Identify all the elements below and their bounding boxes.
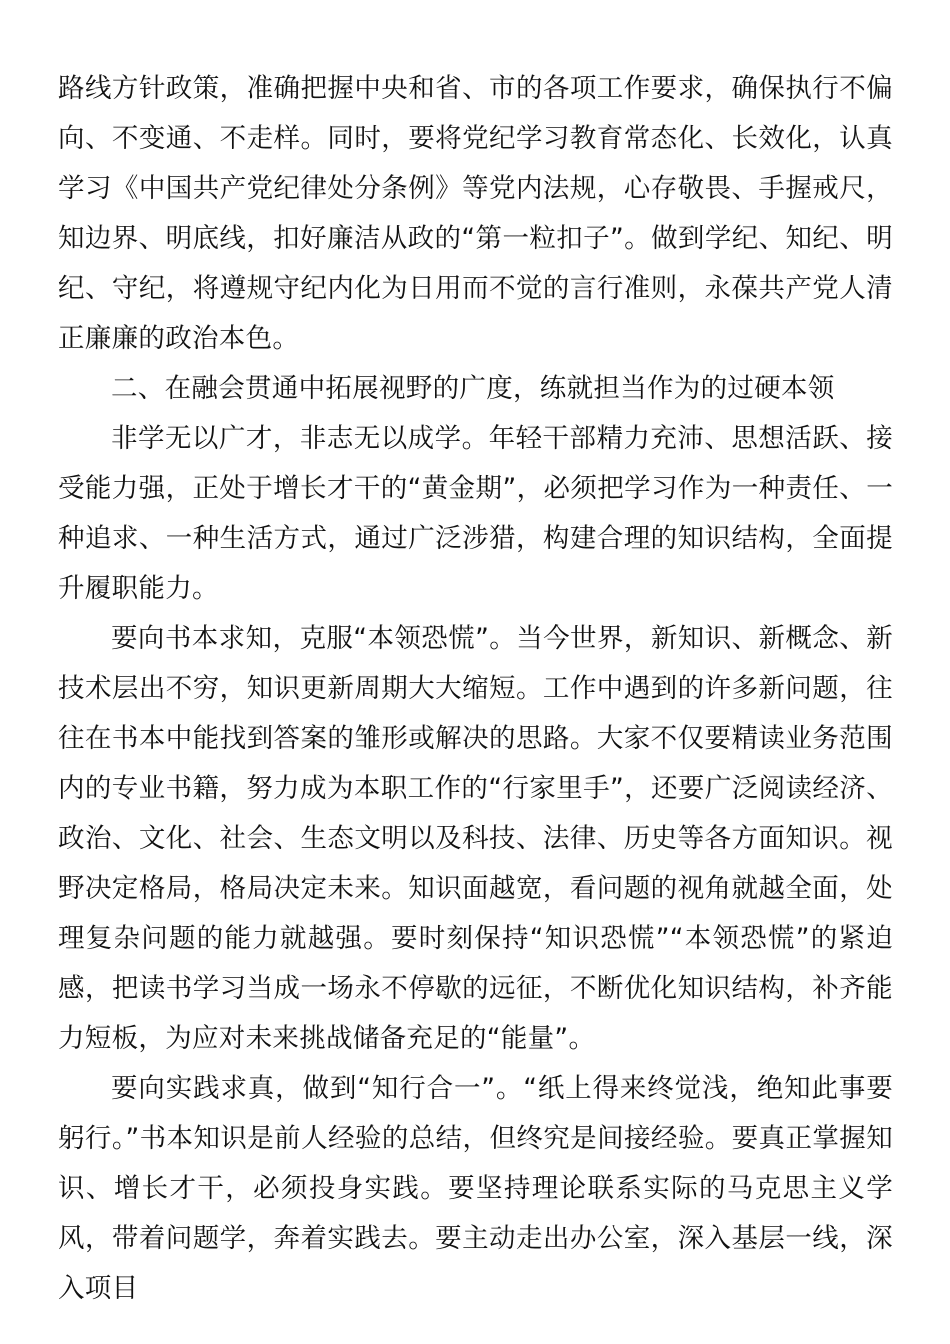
body-text xyxy=(58,64,893,1314)
paragraph-continuation: 路线方针政策，准确把握中央和省、市的各项工作要求，确保执行不偏向、不变通、不走样。同时，要将党纪学习教育常态化、长效化，认真学习《中国共产党纪律处分条例》等党内法规，心存敬畏、手握戒尺，知边界、明底线，扣好廉洁从政的“第一粒扣子”。做到学纪、知纪、明纪、守纪，将遵规守纪内化为日用而不觉的言行准则，永葆共产党人清正廉廉的政治本色。 xyxy=(58,73,893,354)
paragraph: 要向书本求知，克服“本领恐慌”。当今世界，新知识、新概念、新技术层出不穷，知识更新周期大大缩短。工作中遇到的许多新问题，往往在书本中能找到答案的雏形或解决的思路。大家不仅要精读业务范围内的专业书籍，努力成为本职工作的“行家里手”，还要广泛阅读经济、政治、文化、社会、生态文明以及科技、法律、历史等各方面知识。视野决定格局，格局决定未来。知识面越宽，看问题的视角就越全面，处理复杂问题的能力就越强。要时刻保持“知识恐慌”“本领恐慌”的紧迫感，把读书学习当成一场永不停歇的远征，不断优化知识结构，补齐能力短板，为应对未来挑战储备充足的“能量”。 xyxy=(58,623,893,1054)
paragraph: 要向实践求真，做到“知行合一”。“纸上得来终觉浅，绝知此事要躬行。”书本知识是前人经验的总结，但终究是间接经验。要真正掌握知识、增长才干，必须投身实践。要坚持理论联系实际的马克思主义学风，带着问题学，奔着实践去。要主动走出办公室，深入基层一线，深入项目 xyxy=(58,1073,893,1304)
paragraph: 非学无以广才，非志无以成学。年轻干部精力充沛、思想活跃、接受能力强，正处于增长才干的“黄金期”，必须把学习作为一种责任、一种追求、一种生活方式，通过广泛涉猎，构建合理的知识结构，全面提升履职能力。 xyxy=(58,423,893,604)
section-heading: 二、在融会贯通中拓展视野的广度，练就担当作为的过硬本领 xyxy=(111,373,835,404)
